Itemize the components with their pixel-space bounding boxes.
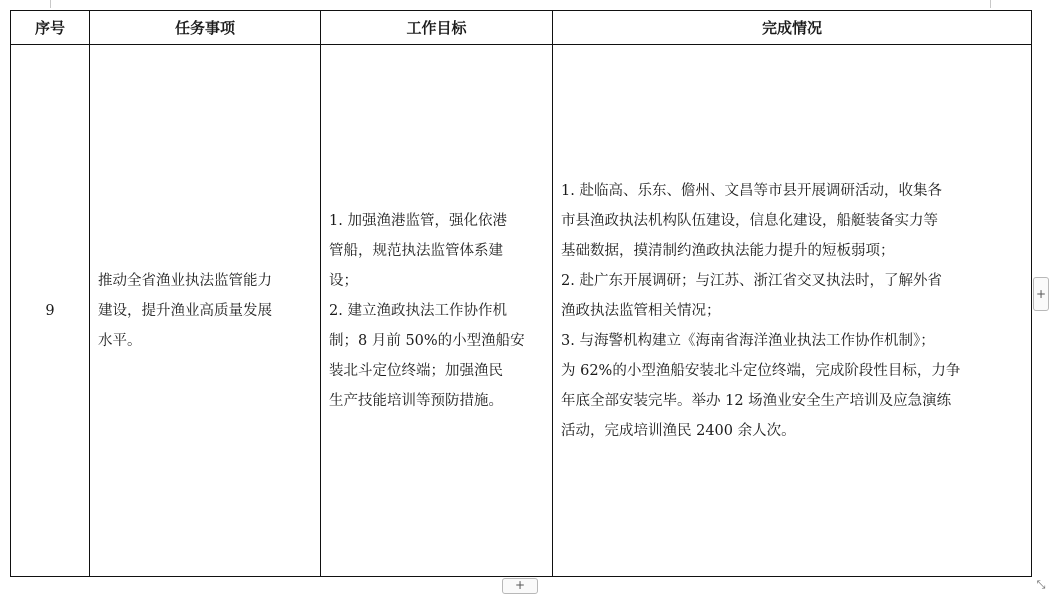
resize-diagonal-icon: ⤡: [1036, 578, 1046, 591]
add-row-button[interactable]: [502, 578, 538, 594]
goal-text-line: 1. 加强渔港监管，强化依港: [329, 212, 507, 229]
page-corner-mark-right: [990, 0, 1005, 8]
goal-text-line: 设；: [329, 272, 358, 289]
add-column-button[interactable]: [1033, 277, 1049, 311]
goal-text-line: 2. 建立渔政执法工作协作机: [329, 302, 507, 319]
header-result[interactable]: 完成情况: [553, 11, 1032, 45]
goal-text: [321, 206, 552, 416]
task-text-line: 建设，提升渔业高质量发展: [98, 302, 272, 319]
goal-text-line: 制；8 月前 50%的小型渔船安: [329, 332, 525, 349]
table-row: [11, 45, 1032, 577]
header-task[interactable]: 任务事项: [90, 11, 321, 45]
cell-task[interactable]: [90, 45, 321, 577]
result-text: [553, 176, 1031, 446]
result-text-line: 2. 赴广东开展调研；与江苏、浙江省交叉执法时，了解外省: [561, 272, 942, 289]
page-corner-mark-left: [36, 0, 51, 8]
result-text-line: 年底全部安装完毕。举办 12 场渔业安全生产培训及应急演练: [561, 392, 952, 409]
header-index[interactable]: 序号: [11, 11, 90, 45]
task-text-line: 水平。: [98, 332, 142, 349]
table-resize-handle[interactable]: [1034, 578, 1048, 592]
result-text-line: 渔政执法监管相关情况；: [561, 302, 721, 319]
result-text-line: 3. 与海警机构建立《海南省海洋渔业执法工作协作机制》；: [561, 332, 935, 349]
result-text-line: 1. 赴临高、乐东、儋州、文昌等市县开展调研活动，收集各: [561, 182, 942, 199]
goal-text-line: 生产技能培训等预防措施。: [329, 392, 503, 409]
result-text-line: 为 62%的小型渔船安装北斗定位终端，完成阶段性目标，力争: [561, 362, 961, 379]
task-text: [90, 266, 320, 356]
document-table: [10, 10, 1032, 577]
cell-index[interactable]: 9: [11, 45, 90, 577]
goal-text-line: 管船，规范执法监管体系建: [329, 242, 503, 259]
result-text-line: 市县渔政执法机构队伍建设，信息化建设，船艇装备实力等: [561, 212, 938, 229]
plus-icon: +: [514, 578, 526, 592]
cell-goal[interactable]: [321, 45, 553, 577]
goal-text-line: 装北斗定位终端；加强渔民: [329, 362, 503, 379]
cell-result[interactable]: [553, 45, 1032, 577]
result-text-line: 活动，完成培训渔民 2400 余人次。: [561, 422, 796, 439]
table-header-row: [11, 11, 1032, 45]
plus-icon: +: [1035, 287, 1047, 301]
result-text-line: 基础数据，摸清制约渔政执法能力提升的短板弱项；: [561, 242, 895, 259]
header-goal[interactable]: 工作目标: [321, 11, 553, 45]
task-text-line: 推动全省渔业执法监管能力: [98, 272, 272, 289]
